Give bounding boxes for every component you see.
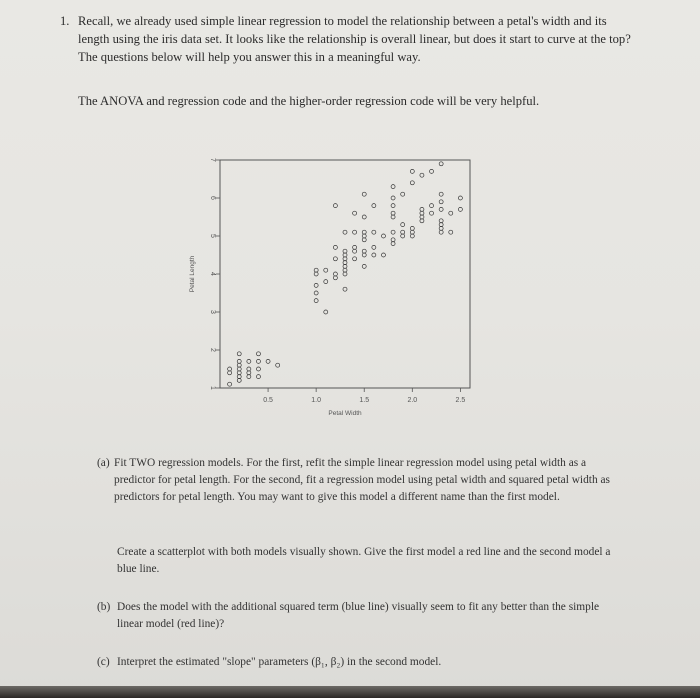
data-point [324,310,328,314]
data-point [247,371,251,375]
data-point [247,375,251,379]
data-point [439,219,443,223]
data-point [237,352,241,356]
data-point [333,276,337,280]
data-point [333,204,337,208]
data-point [391,238,395,242]
y-tick-label: 3 [209,310,216,314]
part-a-text: Fit TWO regression models. For the first, refit the simple linear regression model using petal width as a predictor for petal length. For the second, fit a regression model using petal width and squared petal width as predictors for petal length. You may want to give this model a different name than the first model. [114,457,610,503]
data-point [430,204,434,208]
plot-frame [220,160,470,388]
x-tick-label: 0.5 [263,397,273,404]
data-point [430,211,434,215]
data-point [391,196,395,200]
data-point [401,234,405,238]
data-point [420,215,424,219]
data-point [439,192,443,196]
data-point [449,230,453,234]
data-point [372,245,376,249]
data-point [391,215,395,219]
part-b-label: (b) [97,601,111,613]
data-point [256,352,260,356]
data-point [256,359,260,363]
data-point [410,230,414,234]
y-tick-label: 7 [209,158,216,162]
data-point [237,359,241,363]
part-b [97,599,627,633]
x-tick-label: 2.5 [455,397,466,404]
data-point [343,249,347,253]
data-point [237,378,241,382]
scatter-plot [170,150,500,428]
data-point [458,196,462,200]
data-point [343,264,347,268]
data-point [410,169,414,173]
data-point [343,272,347,276]
data-point [439,162,443,166]
data-point [247,367,251,371]
data-point [381,253,385,257]
data-point [228,382,232,386]
part-c [97,654,627,671]
y-tick-label: 5 [209,234,216,238]
part-a [97,455,627,506]
data-point [362,192,366,196]
data-point [420,207,424,211]
data-point [256,375,260,379]
data-point [237,363,241,367]
part-c-label: (c) [97,656,110,668]
data-point [343,257,347,261]
question-number: 1. [60,14,70,28]
data-point [333,272,337,276]
data-point [353,257,357,261]
data-point [439,226,443,230]
x-tick-label: 1.0 [311,397,322,404]
data-point [391,185,395,189]
x-tick-label: 1.5 [359,397,370,404]
data-point [449,211,453,215]
data-point [324,280,328,284]
data-point [458,207,462,211]
data-point [391,211,395,215]
data-point [401,223,405,227]
question-1 [60,12,640,66]
data-point [343,261,347,265]
part-c-text: Interpret the estimated "slope" parameters (β₁, β₂) in the second model. [117,656,442,668]
data-point [362,230,366,234]
data-point [362,234,366,238]
data-point [228,371,232,375]
photo-bottom-edge [0,686,700,698]
data-point [314,272,318,276]
data-point [353,211,357,215]
data-point [439,200,443,204]
data-point [266,359,270,363]
data-point [256,367,260,371]
data-point [391,242,395,246]
part-b-text: Does the model with the additional squared term (blue line) visually seem to fit any better than the simple linear model (red line)? [117,601,600,630]
data-point [439,230,443,234]
data-point [237,375,241,379]
data-point [391,230,395,234]
data-point [237,371,241,375]
data-point [343,253,347,257]
part-a-label: (a) [97,457,110,469]
data-point [372,253,376,257]
data-point [420,219,424,223]
data-point [420,173,424,177]
data-point [381,234,385,238]
data-point [247,359,251,363]
data-point [324,268,328,272]
x-axis-label: Petal Width [328,410,362,417]
y-tick-label: 1 [209,386,216,390]
y-tick-label: 6 [209,196,216,200]
data-point [401,192,405,196]
data-point [362,264,366,268]
data-point [353,249,357,253]
y-axis-label: Petal Length [189,255,196,293]
data-point [228,367,232,371]
data-point [430,169,434,173]
data-point [362,249,366,253]
data-point [333,257,337,261]
data-point [372,230,376,234]
data-point [420,211,424,215]
data-point [314,283,318,287]
data-point [237,367,241,371]
data-point [362,253,366,257]
data-point [333,245,337,249]
data-point [439,223,443,227]
data-point [410,234,414,238]
y-tick-label: 2 [209,348,216,352]
data-point [372,204,376,208]
data-point [314,268,318,272]
data-point [314,291,318,295]
data-point [343,287,347,291]
data-point [410,181,414,185]
question-text: Recall, we already used simple linear regression to model the relationship between a petal's width and its length using the iris data set. It looks like the relationship is overall linear, but does it start to curve at the top? The questions below will help you answer this in a meaningful way. [78,14,631,64]
y-tick-label: 4 [209,272,216,276]
data-point [343,230,347,234]
data-point [276,363,280,367]
data-point [362,238,366,242]
code-hint-note: The ANOVA and regression code and the higher-order regression code will be very helpful. [78,94,540,108]
data-point [343,268,347,272]
data-point [353,245,357,249]
data-point [314,299,318,303]
data-point [410,226,414,230]
data-point [401,230,405,234]
x-tick-label: 2.0 [407,397,418,404]
data-point [439,207,443,211]
part-a-instructions: Create a scatterplot with both models visually shown. Give the first model a red line and the second model a blue line. [117,546,611,575]
data-point [391,204,395,208]
data-point [362,215,366,219]
data-point [353,230,357,234]
